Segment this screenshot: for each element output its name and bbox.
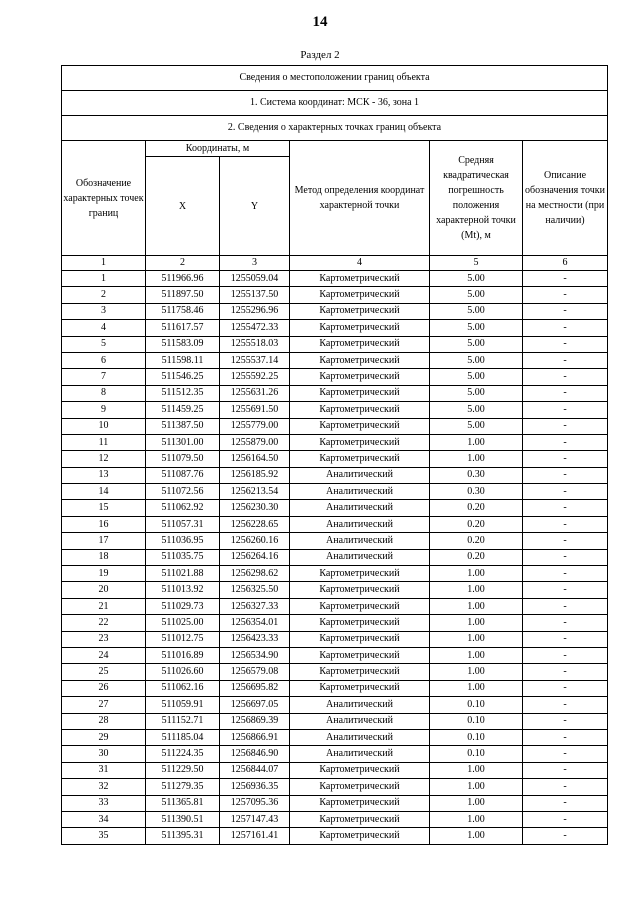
coord-y-cell: 1256325.50 — [220, 582, 290, 598]
error-cell: 0.10 — [430, 697, 523, 713]
point-id-cell: 2 — [62, 287, 146, 303]
table-row — [62, 484, 608, 500]
column-number: 4 — [290, 256, 430, 271]
point-id-cell: 10 — [62, 418, 146, 434]
method-cell: Картометрический — [290, 762, 430, 778]
coord-y-cell: 1255691.50 — [220, 402, 290, 418]
method-cell: Картометрический — [290, 451, 430, 467]
coord-x-cell: 511087.76 — [146, 467, 220, 483]
description-cell: - — [523, 664, 608, 680]
description-cell: - — [523, 713, 608, 729]
description-cell: - — [523, 385, 608, 401]
method-cell: Аналитический — [290, 484, 430, 500]
point-id-cell: 11 — [62, 434, 146, 450]
method-cell: Картометрический — [290, 434, 430, 450]
coord-y-cell: 1256866.91 — [220, 729, 290, 745]
boundary-points-table — [61, 65, 608, 845]
header-point: Обозначение характерных точек границ — [62, 141, 146, 256]
error-cell: 1.00 — [430, 615, 523, 631]
coord-x-cell: 511512.35 — [146, 385, 220, 401]
error-cell: 1.00 — [430, 566, 523, 582]
coord-x-cell: 511966.96 — [146, 271, 220, 287]
description-cell: - — [523, 631, 608, 647]
coord-y-cell: 1256260.16 — [220, 533, 290, 549]
point-id-cell: 22 — [62, 615, 146, 631]
table-row — [62, 500, 608, 516]
table-row — [62, 451, 608, 467]
description-cell: - — [523, 320, 608, 336]
point-id-cell: 9 — [62, 402, 146, 418]
description-cell: - — [523, 795, 608, 811]
point-id-cell: 19 — [62, 566, 146, 582]
coord-y-cell: 1256423.33 — [220, 631, 290, 647]
table-row — [62, 631, 608, 647]
coord-y-cell: 1255137.50 — [220, 287, 290, 303]
method-cell: Картометрический — [290, 680, 430, 696]
table-row — [62, 320, 608, 336]
error-cell: 1.00 — [430, 779, 523, 795]
method-cell: Аналитический — [290, 729, 430, 745]
description-cell: - — [523, 402, 608, 418]
method-cell: Картометрический — [290, 779, 430, 795]
column-number-row — [62, 256, 608, 271]
coord-x-cell: 511583.09 — [146, 336, 220, 352]
error-cell: 5.00 — [430, 336, 523, 352]
coord-x-cell: 511059.91 — [146, 697, 220, 713]
coord-x-cell: 511185.04 — [146, 729, 220, 745]
method-cell: Картометрический — [290, 598, 430, 614]
method-cell: Картометрический — [290, 271, 430, 287]
header-y: Y — [220, 157, 290, 256]
coord-y-cell: 1255537.14 — [220, 352, 290, 368]
error-cell: 1.00 — [430, 451, 523, 467]
coord-x-cell: 511390.51 — [146, 811, 220, 827]
error-cell: 0.20 — [430, 500, 523, 516]
table-title: Сведения о местоположении границ объекта — [62, 66, 608, 91]
point-id-cell: 34 — [62, 811, 146, 827]
coord-y-cell: 1256298.62 — [220, 566, 290, 582]
coord-y-cell: 1256164.50 — [220, 451, 290, 467]
error-cell: 5.00 — [430, 287, 523, 303]
coord-x-cell: 511152.71 — [146, 713, 220, 729]
coord-x-cell: 511026.60 — [146, 664, 220, 680]
table-row — [62, 697, 608, 713]
method-cell: Картометрический — [290, 418, 430, 434]
point-id-cell: 25 — [62, 664, 146, 680]
table-row — [62, 549, 608, 565]
method-cell: Картометрический — [290, 287, 430, 303]
error-cell: 5.00 — [430, 402, 523, 418]
point-id-cell: 4 — [62, 320, 146, 336]
coord-x-cell: 511021.88 — [146, 566, 220, 582]
error-cell: 1.00 — [430, 828, 523, 844]
section-title: Раздел 2 — [300, 49, 340, 61]
method-cell: Картометрический — [290, 582, 430, 598]
description-cell: - — [523, 680, 608, 696]
coord-x-cell: 511079.50 — [146, 451, 220, 467]
description-cell: - — [523, 352, 608, 368]
table-row — [62, 352, 608, 368]
method-cell: Картометрический — [290, 631, 430, 647]
coord-x-cell: 511036.95 — [146, 533, 220, 549]
coord-x-cell: 511897.50 — [146, 287, 220, 303]
table-row — [62, 598, 608, 614]
table-row — [62, 762, 608, 778]
method-cell: Картометрический — [290, 566, 430, 582]
coord-x-cell: 511617.57 — [146, 320, 220, 336]
description-cell: - — [523, 271, 608, 287]
description-cell: - — [523, 647, 608, 663]
table-row — [62, 811, 608, 827]
description-cell: - — [523, 566, 608, 582]
table-body — [62, 271, 608, 845]
description-cell: - — [523, 582, 608, 598]
coord-y-cell: 1256354.01 — [220, 615, 290, 631]
method-cell: Аналитический — [290, 533, 430, 549]
error-cell: 0.10 — [430, 713, 523, 729]
method-cell: Картометрический — [290, 664, 430, 680]
point-id-cell: 29 — [62, 729, 146, 745]
coord-y-cell: 1256534.90 — [220, 647, 290, 663]
table-row — [62, 746, 608, 762]
point-id-cell: 16 — [62, 516, 146, 532]
method-cell: Картометрический — [290, 828, 430, 844]
error-cell: 5.00 — [430, 385, 523, 401]
coord-x-cell: 511758.46 — [146, 303, 220, 319]
coordinate-system: 1. Система координат: МСК - 36, зона 1 — [62, 91, 608, 116]
coord-y-cell: 1256327.33 — [220, 598, 290, 614]
point-id-cell: 12 — [62, 451, 146, 467]
header-error: Средняя квадратическая погрешность положения характерной точки (Mt), м — [430, 141, 523, 256]
point-id-cell: 23 — [62, 631, 146, 647]
coord-y-cell: 1257095.36 — [220, 795, 290, 811]
coord-x-cell: 511279.35 — [146, 779, 220, 795]
description-cell: - — [523, 697, 608, 713]
points-section-title: 2. Сведения о характерных точках границ объекта — [62, 116, 608, 141]
error-cell: 0.20 — [430, 516, 523, 532]
description-cell: - — [523, 729, 608, 745]
coord-x-cell: 511301.00 — [146, 434, 220, 450]
table-row — [62, 615, 608, 631]
method-cell: Картометрический — [290, 336, 430, 352]
description-cell: - — [523, 533, 608, 549]
table-row — [62, 516, 608, 532]
error-cell: 1.00 — [430, 762, 523, 778]
coord-x-cell: 511598.11 — [146, 352, 220, 368]
table-row — [62, 533, 608, 549]
method-cell: Аналитический — [290, 697, 430, 713]
coord-y-cell: 1256228.65 — [220, 516, 290, 532]
table-row — [62, 434, 608, 450]
method-cell: Картометрический — [290, 811, 430, 827]
error-cell: 1.00 — [430, 664, 523, 680]
description-cell: - — [523, 287, 608, 303]
table-row — [62, 271, 608, 287]
method-cell: Картометрический — [290, 369, 430, 385]
error-cell: 1.00 — [430, 680, 523, 696]
coord-x-cell: 511062.16 — [146, 680, 220, 696]
description-cell: - — [523, 746, 608, 762]
header-method: Метод определения координат характерной точки — [290, 141, 430, 256]
method-cell: Картометрический — [290, 385, 430, 401]
coord-y-cell: 1257161.41 — [220, 828, 290, 844]
description-cell: - — [523, 500, 608, 516]
table-row — [62, 779, 608, 795]
coord-y-cell: 1256844.07 — [220, 762, 290, 778]
error-cell: 0.20 — [430, 533, 523, 549]
error-cell: 5.00 — [430, 418, 523, 434]
page-number: 14 — [312, 14, 328, 30]
coord-y-cell: 1255631.26 — [220, 385, 290, 401]
coord-y-cell: 1257147.43 — [220, 811, 290, 827]
point-id-cell: 27 — [62, 697, 146, 713]
description-cell: - — [523, 762, 608, 778]
table-row — [62, 369, 608, 385]
method-cell: Картометрический — [290, 352, 430, 368]
coord-y-cell: 1255472.33 — [220, 320, 290, 336]
point-id-cell: 17 — [62, 533, 146, 549]
point-id-cell: 33 — [62, 795, 146, 811]
description-cell: - — [523, 484, 608, 500]
error-cell: 0.10 — [430, 729, 523, 745]
coord-x-cell: 511459.25 — [146, 402, 220, 418]
point-id-cell: 30 — [62, 746, 146, 762]
error-cell: 1.00 — [430, 795, 523, 811]
header-description: Описание обозначения точки на местности (при наличии) — [523, 141, 608, 256]
description-cell: - — [523, 615, 608, 631]
error-cell: 1.00 — [430, 647, 523, 663]
point-id-cell: 6 — [62, 352, 146, 368]
table-row — [62, 664, 608, 680]
description-cell: - — [523, 434, 608, 450]
point-id-cell: 3 — [62, 303, 146, 319]
table-row — [62, 287, 608, 303]
table-row — [62, 828, 608, 844]
error-cell: 5.00 — [430, 352, 523, 368]
error-cell: 0.10 — [430, 746, 523, 762]
description-cell: - — [523, 336, 608, 352]
method-cell: Картометрический — [290, 795, 430, 811]
coord-x-cell: 511546.25 — [146, 369, 220, 385]
description-cell: - — [523, 779, 608, 795]
point-id-cell: 31 — [62, 762, 146, 778]
method-cell: Аналитический — [290, 549, 430, 565]
error-cell: 0.30 — [430, 467, 523, 483]
coord-y-cell: 1256264.16 — [220, 549, 290, 565]
method-cell: Картометрический — [290, 303, 430, 319]
description-cell: - — [523, 418, 608, 434]
point-id-cell: 15 — [62, 500, 146, 516]
error-cell: 1.00 — [430, 434, 523, 450]
coord-x-cell: 511395.31 — [146, 828, 220, 844]
column-number: 1 — [62, 256, 146, 271]
point-id-cell: 32 — [62, 779, 146, 795]
point-id-cell: 18 — [62, 549, 146, 565]
method-cell: Картометрический — [290, 647, 430, 663]
description-cell: - — [523, 598, 608, 614]
table-row — [62, 467, 608, 483]
table-row — [62, 418, 608, 434]
method-cell: Картометрический — [290, 320, 430, 336]
coord-y-cell: 1255518.03 — [220, 336, 290, 352]
description-cell: - — [523, 451, 608, 467]
error-cell: 1.00 — [430, 631, 523, 647]
coord-y-cell: 1256185.92 — [220, 467, 290, 483]
point-id-cell: 20 — [62, 582, 146, 598]
coord-x-cell: 511013.92 — [146, 582, 220, 598]
coord-y-cell: 1256936.35 — [220, 779, 290, 795]
point-id-cell: 24 — [62, 647, 146, 663]
coord-x-cell: 511229.50 — [146, 762, 220, 778]
error-cell: 5.00 — [430, 369, 523, 385]
table-row — [62, 566, 608, 582]
error-cell: 0.20 — [430, 549, 523, 565]
coord-y-cell: 1255296.96 — [220, 303, 290, 319]
method-cell: Картометрический — [290, 402, 430, 418]
coord-x-cell: 511224.35 — [146, 746, 220, 762]
table-row — [62, 729, 608, 745]
method-cell: Аналитический — [290, 500, 430, 516]
coord-x-cell: 511365.81 — [146, 795, 220, 811]
coord-x-cell: 511025.00 — [146, 615, 220, 631]
description-cell: - — [523, 516, 608, 532]
error-cell: 0.30 — [430, 484, 523, 500]
coord-x-cell: 511387.50 — [146, 418, 220, 434]
point-id-cell: 35 — [62, 828, 146, 844]
column-number: 3 — [220, 256, 290, 271]
description-cell: - — [523, 369, 608, 385]
description-cell: - — [523, 828, 608, 844]
error-cell: 5.00 — [430, 303, 523, 319]
coord-x-cell: 511035.75 — [146, 549, 220, 565]
description-cell: - — [523, 303, 608, 319]
coord-y-cell: 1255059.04 — [220, 271, 290, 287]
table-row — [62, 647, 608, 663]
coord-x-cell: 511029.73 — [146, 598, 220, 614]
coord-y-cell: 1256213.54 — [220, 484, 290, 500]
coord-y-cell: 1255592.25 — [220, 369, 290, 385]
coord-x-cell: 511072.56 — [146, 484, 220, 500]
coord-x-cell: 511016.89 — [146, 647, 220, 663]
error-cell: 1.00 — [430, 811, 523, 827]
description-cell: - — [523, 549, 608, 565]
coord-y-cell: 1256846.90 — [220, 746, 290, 762]
method-cell: Аналитический — [290, 713, 430, 729]
table-row — [62, 582, 608, 598]
point-id-cell: 26 — [62, 680, 146, 696]
point-id-cell: 13 — [62, 467, 146, 483]
coord-y-cell: 1256230.30 — [220, 500, 290, 516]
point-id-cell: 1 — [62, 271, 146, 287]
table-row — [62, 303, 608, 319]
coord-x-cell: 511057.31 — [146, 516, 220, 532]
column-number: 6 — [523, 256, 608, 271]
table-row — [62, 336, 608, 352]
coord-y-cell: 1256869.39 — [220, 713, 290, 729]
table-row — [62, 680, 608, 696]
description-cell: - — [523, 467, 608, 483]
table-row — [62, 402, 608, 418]
error-cell: 5.00 — [430, 271, 523, 287]
header-x: X — [146, 157, 220, 256]
method-cell: Аналитический — [290, 467, 430, 483]
error-cell: 5.00 — [430, 320, 523, 336]
error-cell: 1.00 — [430, 582, 523, 598]
point-id-cell: 7 — [62, 369, 146, 385]
coord-x-cell: 511062.92 — [146, 500, 220, 516]
point-id-cell: 5 — [62, 336, 146, 352]
header-coordinates: Координаты, м — [146, 141, 290, 157]
point-id-cell: 8 — [62, 385, 146, 401]
method-cell: Аналитический — [290, 746, 430, 762]
method-cell: Аналитический — [290, 516, 430, 532]
point-id-cell: 14 — [62, 484, 146, 500]
coord-y-cell: 1256695.82 — [220, 680, 290, 696]
coord-y-cell: 1256697.05 — [220, 697, 290, 713]
point-id-cell: 21 — [62, 598, 146, 614]
column-number: 2 — [146, 256, 220, 271]
column-number: 5 — [430, 256, 523, 271]
method-cell: Картометрический — [290, 615, 430, 631]
coord-y-cell: 1256579.08 — [220, 664, 290, 680]
coord-x-cell: 511012.75 — [146, 631, 220, 647]
description-cell: - — [523, 811, 608, 827]
table-row — [62, 713, 608, 729]
table-row — [62, 795, 608, 811]
point-id-cell: 28 — [62, 713, 146, 729]
error-cell: 1.00 — [430, 598, 523, 614]
table-row — [62, 385, 608, 401]
coord-y-cell: 1255779.00 — [220, 418, 290, 434]
coord-y-cell: 1255879.00 — [220, 434, 290, 450]
